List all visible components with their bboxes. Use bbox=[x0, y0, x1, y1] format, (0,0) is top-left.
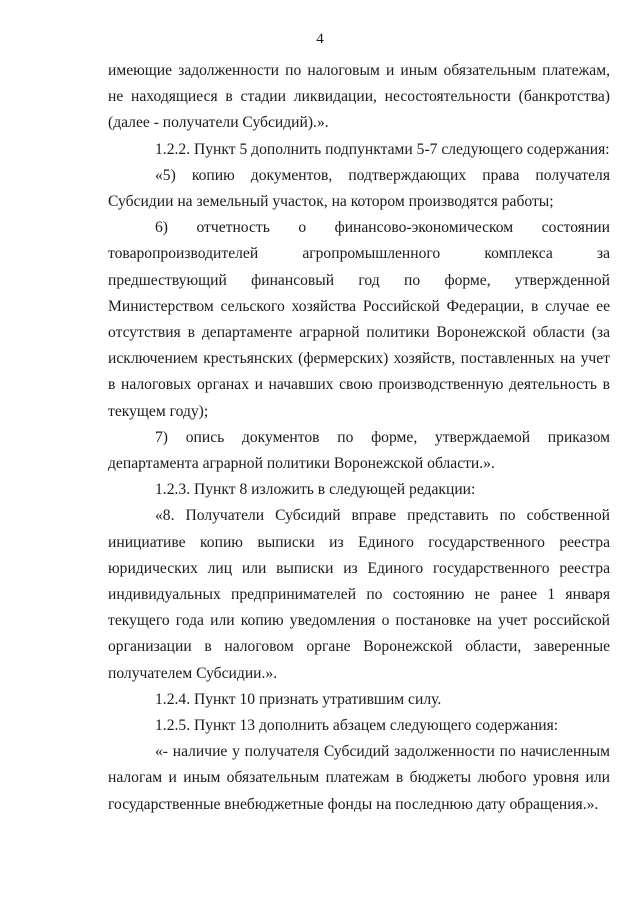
paragraph-1-2-3: 1.2.3. Пункт 8 изложить в следующей редакции: bbox=[155, 481, 476, 499]
paragraph-1-2-4: 1.2.4. Пункт 10 признать утратившим силу. bbox=[155, 690, 442, 708]
page-number: 4 bbox=[316, 31, 324, 47]
paragraph-1-2-2: 1.2.2. Пункт 5 дополнить подпунктами 5-7 следующего содержания: bbox=[155, 140, 610, 158]
document-body bbox=[108, 58, 610, 818]
paragraph-item-13-addition: «- наличие у получателя Субсидий задолженности по начисленным налогам и иным обязательным платежам в бюджеты любого уровня или государственные внебюджетные фонды на последнюю дату обращения.». bbox=[108, 743, 610, 813]
paragraph-item-6: 6) отчетность о финансово-экономическом состоянии товаропроизводителей агропромышленного комплекса за предшествующий финансовый год по форме, утвержденной Министерством сельского хозяйства Российской Федерации, в случае ее отсутствия в департаменте аграрной политики Воронежской области (за исключением крестьянских (фермерских) хозяйств, поставленных на учет в налоговых органах и начавших свою производственную деятельность в текущем году); bbox=[108, 219, 610, 420]
paragraph-item-8: «8. Получатели Субсидий вправе представить по собственной инициативе копию выписки из Единого государственного реестра юридических лиц или выписки из Единого государственного реестра индивидуальных предпринимателей по состоянию не ранее 1 января текущего года или копию уведомления о постановке на учет российской организации в налоговом органе Воронежской области, заверенные получателем Субсидии.». bbox=[108, 507, 610, 682]
paragraph-continuation: имеющие задолженности по налоговым и иным обязательным платежам, не находящиеся в стадии ликвидации, несостоятельности (банкротства) (далее - получатели Субсидий).». bbox=[108, 62, 610, 132]
paragraph-item-5: «5) копию документов, подтверждающих права получателя Субсидии на земельный участок, на котором производятся работы; bbox=[108, 166, 610, 211]
paragraph-item-7: 7) опись документов по форме, утверждаемой приказом департамента аграрной политики Воронежской области.». bbox=[108, 428, 610, 473]
paragraph-1-2-5: 1.2.5. Пункт 13 дополнить абзацем следующего содержания: bbox=[155, 717, 559, 735]
